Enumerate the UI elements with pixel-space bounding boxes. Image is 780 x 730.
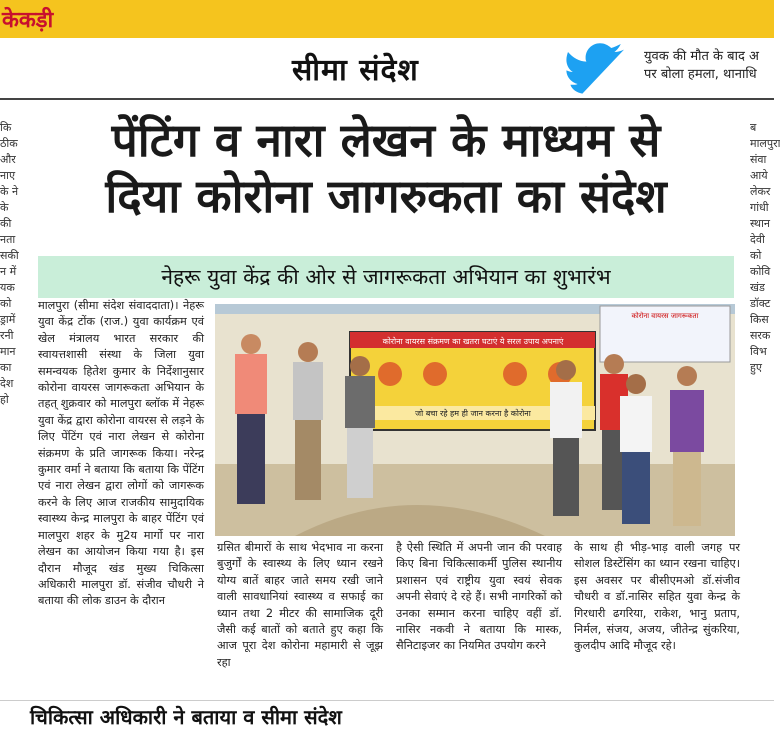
banner-bottom: जो बचा रहे हम ही जान करना है कोरोना <box>415 409 531 418</box>
next-headline: चिकित्सा अधिकारी ने बताया व सीमा संदेश <box>30 705 342 729</box>
twitter-bird-icon <box>560 38 640 96</box>
headline <box>36 112 736 224</box>
article-column-3: है ऐसी स्थिति में अपनी जान की परवाह किए बिना चिकित्साकर्मी पुलिस स्थानीय प्रशासन एवं राष्ट्रीय युवा स्वयं सेवक अपनी सेवाएं दे रहे हैं। सभी नागरिकों को उनका सम्मान करना चाहिए वहीं डॉ. नासिर नकवी ने बताया कि मास्क, सैनिटाइजर का नियमित उपयोग करने <box>396 541 562 653</box>
headline-line-1: पेंटिंग व नारा लेखन के माध्यम से <box>111 113 661 167</box>
article-photo <box>215 304 735 536</box>
right-adjacent-column: ब मालपुरा संवा आये लेकर गांधी स्थान देवी को कोवि खंड डॉक्ट किस सरक विभ हुए <box>750 121 780 374</box>
newspaper-brand: सीमा संदेश <box>292 53 419 88</box>
photo-scene <box>215 304 735 536</box>
next-article-strip <box>0 700 774 729</box>
headline-line-2: दिया कोरोना जागरुकता का संदेश <box>105 169 667 223</box>
side-sign-title: कोरोना वायरस जागरूकता <box>631 312 699 320</box>
section-title: केकड़ी <box>2 8 54 33</box>
ticker-line-1: युवक की मौत के बाद अ <box>644 49 759 64</box>
subheadline: नेहरू युवा केंद्र की ओर से जागरूकता अभियान का शुभारंभ <box>38 256 734 298</box>
ticker-line-2: पर बोला हमला, थानाधि <box>644 67 757 82</box>
left-adjacent-column: कि ठीक और नाए के ने के की नता सकी न में यक को ड्रामें रनी मान का देश हो <box>0 121 19 406</box>
article-column-2: ग्रसित बीमारों के साथ भेदभाव ना करना बुजुर्गों के स्वास्थ्य के लिए ध्यान रखने योग्य बातें बाहर जाते समय रखी जाने वाली सावधानियां स्वास्थ्य व सफाई का ध्यान तथा 2 मीटर की सामाजिक दूरी जैसी कई बातों को बताते हुए कहा कि आज पूरा देश कोरोना महामारी से जूझ रहा <box>217 541 383 669</box>
top-color-band <box>0 0 774 38</box>
article-column-1: मालपुरा (सीमा संदेश संवाददाता)। नेहरू युवा केंद्र टोंक (राज.) युवा कार्यक्रम एवं खेल मंत्रालय भारत सरकार की स्वायत्तशासी संस्था के जिला युवा समन्वयक हितेश कुमार के निर्देशानुसार कोरोना वायरस जागरूकता अभियान के तहत् शुक्रवार को मालपुरा ब्लॉक में नेहरू युवा केंद्र द्वारा कोरोना वायरस से लड़ने के लिए पेंटिंग एवं नारा लेखन से कोरोना संक्रमण के प्रति जागरूक किया। नरेन्द्र कुमार वर्मा ने बताया कि बताया कि पेंटिंग एवं नारा लेखन द्वारा लोगों को जागरूक करने के लिए आज राजकीय सामुदायिक स्वास्थ्य केन्द्र मालपुरा के बाहर पेंटिंग एवं मालपुरा शहर के मु2य मार्गो पर नारा लेखन का आयोजन किया गया है। इस दौरान मौजूद खंड मुख्य चिकित्सा अधिकारी मालपुरा डॉ. संजीव चौधरी ने बताया की लोक डाउन के दौरान <box>38 299 204 608</box>
banner-title: कोरोना वायरस संक्रमण का खतरा घटाएं ये सरल उपाय अपनाएं <box>382 337 564 346</box>
article-column-4: के साथ ही भीड़-भाड़ वाली जगह पर सोशल डिस्टेंसिंग का ध्यान रखना चाहिए। इस अवसर पर बीसीएमओ डॉ.संजीव चौधरी व डॉ.नासिर सहित युवा केन्द्र के गिरधारी ढगरिया, राकेश, भानु प्रताप, निर्मल, संजय, अजय, जीतेन्द्र सुंकरिया, कुलदीप आदि मौजूद रहे। <box>574 541 740 653</box>
ticker-text <box>644 48 759 84</box>
masthead <box>0 38 774 100</box>
